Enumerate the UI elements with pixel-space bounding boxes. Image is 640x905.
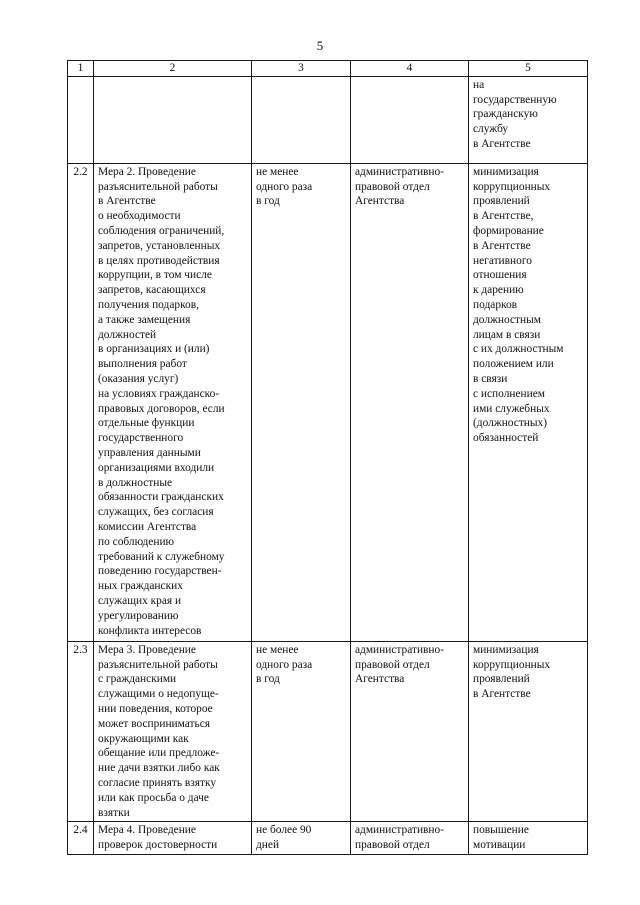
table-row-continuation xyxy=(68,76,588,163)
table-row xyxy=(68,163,588,641)
responsible-cell xyxy=(351,76,469,163)
result-cell: минимизация коррупционных проявлений в Агентстве, формирование в Агентстве негативного отношения к дарению подарков должностным лицам в связи с их должностным положением или в связи с исполнением ими служебных (должностных) обязанностей xyxy=(469,163,588,641)
header-col-3: 3 xyxy=(252,61,351,77)
header-col-4: 4 xyxy=(351,61,469,77)
deadline-cell: не более 90 дней xyxy=(252,822,351,855)
header-row xyxy=(68,61,588,77)
row-number xyxy=(68,76,94,163)
responsible-cell: административно- правовой отдел Агентства xyxy=(351,163,469,641)
measure-cell: Мера 3. Проведение разъяснительной работы с гражданскими служащими о недопуще- нии поведения, которое может восприниматься окружающими как обещание или предложе- ние дачи взятки либо как согласие принять взятку или как просьба о даче взятки xyxy=(94,641,252,822)
measure-cell: Мера 4. Проведение проверок достоверности xyxy=(94,822,252,855)
result-cell: повышение мотивации xyxy=(469,822,588,855)
result-cell: на государственную гражданскую службу в Агентстве xyxy=(469,76,588,163)
row-number: 2.4 xyxy=(68,822,94,855)
page-number: 5 xyxy=(316,38,324,53)
row-number: 2.2 xyxy=(68,163,94,641)
row-number: 2.3 xyxy=(68,641,94,822)
table-row xyxy=(68,822,588,855)
measure-cell: Мера 2. Проведение разъяснительной работы в Агентстве о необходимости соблюдения ограничений, запретов, установленных в целях противодействия коррупции, в том числе запретов, касающихся получения подарков, а также замещения должностей в организациях и (или) выполнения работ (оказания услуг) на условиях гражданско- правовых договоров, если отдельные функции государственного управления данными организациями входили в должностные обязанности гражданских служащих, без согласия комиссии Агентства по соблюдению требований к служебному поведению государствен- ных гражданских служащих края и урегулированию конфликта интересов xyxy=(94,163,252,641)
measure-cell xyxy=(94,76,252,163)
deadline-cell xyxy=(252,76,351,163)
table-row xyxy=(68,641,588,822)
measures-table xyxy=(67,60,588,855)
deadline-cell: не менее одного раза в год xyxy=(252,641,351,822)
result-cell: минимизация коррупционных проявлений в Агентстве xyxy=(469,641,588,822)
responsible-cell: административно- правовой отдел xyxy=(351,822,469,855)
header-col-1: 1 xyxy=(68,61,94,77)
responsible-cell: административно- правовой отдел Агентства xyxy=(351,641,469,822)
header-col-2: 2 xyxy=(94,61,252,77)
deadline-cell: не менее одного раза в год xyxy=(252,163,351,641)
header-col-5: 5 xyxy=(469,61,588,77)
